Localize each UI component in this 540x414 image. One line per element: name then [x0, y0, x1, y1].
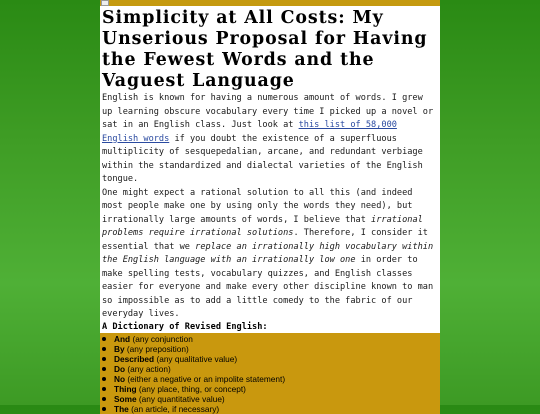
bullet-icon: [102, 367, 106, 371]
dictionary-definition: (any quantitative value): [138, 393, 225, 404]
dictionary-definition: (any action): [127, 363, 171, 374]
paragraph-intro: [100, 92, 440, 187]
list-item: [112, 354, 440, 364]
paragraph-text: One might expect a rational solution to all this (and indeed most people make one by using only the words they need), but irrationally large amounts of words, I believe that: [102, 187, 413, 225]
dictionary-word: Some: [114, 393, 137, 404]
paragraph-text: if you doubt the existence of a superfluous multiplicity of sesquepedalian, arcane, and redundant verbiage within the standardized and dialectal varieties of the English tongue.: [102, 133, 423, 184]
dictionary-definition: (any qualitative value): [156, 353, 238, 364]
broken-image-icon: [101, 0, 109, 6]
list-item: [112, 404, 440, 414]
bullet-icon: [102, 357, 106, 361]
dictionary-word: The: [114, 403, 129, 414]
paragraph-text: . Therefore, I consider it essential that we: [102, 228, 428, 252]
emphasis-text: irrational problems require irrational solutions: [102, 214, 423, 238]
article-column: [100, 0, 440, 414]
bullet-icon: [102, 397, 106, 401]
dictionary-list: [100, 333, 440, 414]
bullet-icon: [102, 407, 106, 411]
dictionary-definition: (any conjunction: [132, 333, 193, 344]
bullet-icon: [102, 337, 106, 341]
list-item: [112, 334, 440, 344]
dictionary-word: Do: [114, 363, 126, 374]
bullet-icon: [102, 377, 106, 381]
list-item: [112, 344, 440, 354]
dictionary-definition: (either a negative or an impolite statement): [127, 373, 286, 384]
list-item: [112, 384, 440, 394]
list-item: [112, 364, 440, 374]
list-item: [112, 374, 440, 384]
dictionary-word: No: [114, 373, 126, 384]
dictionary-word: And: [114, 333, 131, 344]
paragraph-text: in order to make spelling tests, vocabulary quizzes, and English classes easier for everyone and make every other discipline known to man so impossible as to add a little comedy to the fabric of our everyday lives.: [102, 255, 434, 319]
dictionary-definition: (any preposition): [126, 343, 189, 354]
dictionary-word: Described: [114, 353, 155, 364]
list-item: [112, 394, 440, 404]
bullet-icon: [102, 347, 106, 351]
paragraph-text: English is known for having a numerous amount of words. I grew up learning obscure vocabulary every time I picked up a novel or sat in an English class. Just look at: [102, 93, 434, 130]
dictionary-word: Thing: [114, 383, 137, 394]
header-bar: [100, 0, 440, 6]
article-title: Simplicity at All Costs: My Unserious Proposal for Having the Fewest Words and the Vaguest Language: [102, 8, 428, 91]
word-list-link[interactable]: this list of 58,000 English words: [102, 120, 397, 144]
paragraph-proposal: [100, 187, 440, 322]
dictionary-definition: (any place, thing, or concept): [138, 383, 246, 394]
dictionary-definition: (an article, if necessary): [131, 403, 220, 414]
emphasis-text: replace an irrationally high vocabulary within the English language with an irrationally low one: [102, 241, 434, 265]
dictionary-heading: A Dictionary of Revised English:: [102, 321, 268, 332]
dictionary-word: By: [114, 343, 125, 354]
bullet-icon: [102, 387, 106, 391]
